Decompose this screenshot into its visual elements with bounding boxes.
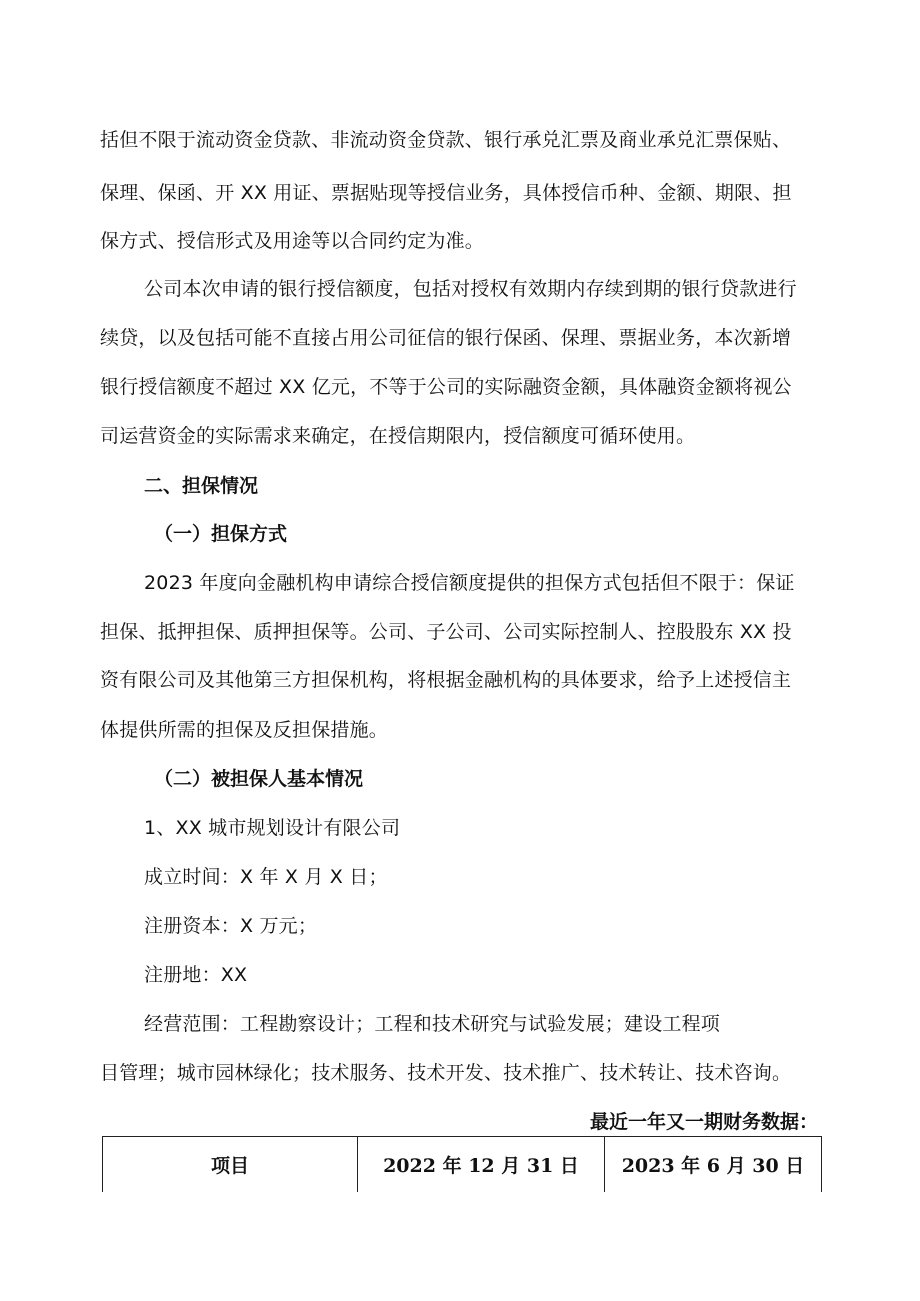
company-scope-line-2: 目管理；城市园林绿化；技术服务、技术开发、技术推广、技术转让、技术咨询。 [100,1062,792,1084]
paragraph-1-line-3: 保方式、授信形式及用途等以合同约定为准。 [100,230,485,252]
subsection-title-guaranteed-party: （二）被担保人基本情况 [154,768,364,790]
paragraph-3-line-2: 担保、抵押担保、质押担保等。公司、子公司、公司实际控制人、控股股东 XX 投 [100,621,792,643]
company-scope-line-1: 经营范围：工程勘察设计；工程和技术研究与试验发展；建设工程项 [144,1013,721,1035]
paragraph-1-line-2: 保理、保函、开 XX 用证、票据贴现等授信业务，具体授信币种、金额、期限、担 [100,182,792,204]
paragraph-2-line-1: 公司本次申请的银行授信额度，包括对授权有效期内存续到期的银行贷款进行 [144,278,797,300]
section-title-guarantee: 二、担保情况 [144,475,259,497]
paragraph-3-line-3: 资有限公司及其他第三方担保机构，将根据金融机构的具体要求，给予上述授信主 [100,669,792,691]
table-header-2023-06-30: 2023 年 6 月 30 日 [621,1155,805,1177]
paragraph-2-line-4: 司运营资金的实际需求来确定，在授信期限内，授信额度可循环使用。 [100,425,696,447]
financial-table [102,1136,822,1192]
subsection-title-guarantee-method: （一）担保方式 [154,523,288,545]
paragraph-2-line-3: 银行授信额度不超过 XX 亿元，不等于公司的实际融资金额，具体融资金额将视公 [100,376,792,398]
company-name: 1、XX 城市规划设计有限公司 [144,817,401,839]
company-established: 成立时间：X 年 X 月 X 日； [144,866,388,888]
company-capital: 注册资本：X 万元； [144,915,318,937]
company-address: 注册地：XX [144,964,248,986]
table-header-item: 项目 [103,1137,358,1192]
paragraph-1-line-1: 括但不限于流动资金贷款、非流动资金贷款、银行承兑汇票及商业承兑汇票保贴、 [100,129,792,151]
paragraph-2-line-2: 续贷，以及包括可能不直接占用公司征信的银行保函、保理、票据业务，本次新增 [100,327,792,349]
paragraph-3-line-4: 体提供所需的担保及反担保措施。 [100,719,389,741]
paragraph-3-line-1: 2023 年度向金融机构申请综合授信额度提供的担保方式包括但不限于：保证 [144,572,795,594]
financial-data-caption: 最近一年又一期财务数据： [589,1111,818,1133]
table-header-2022-12-31: 2022 年 12 月 31 日 [358,1137,605,1192]
